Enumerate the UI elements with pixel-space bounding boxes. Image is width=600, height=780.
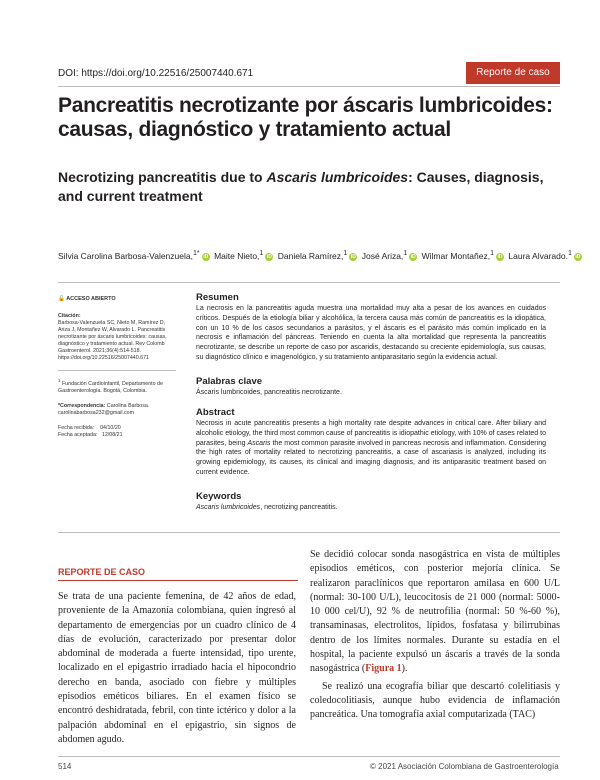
- abstract-divider: [58, 532, 560, 533]
- accepted-date: 12/08/21: [101, 431, 123, 438]
- body-paragraph: Se realizó una ecografía biliar que descartó colelitiasis y coledocolitiasis, aunque hubo evidencia de inflamación pancreática. Una tomografía axial computarizada (TAC): [310, 680, 560, 721]
- open-access-badge: 🔓 ACCESO ABIERTO: [58, 296, 116, 302]
- correspondence-label: *Correspondencia:: [58, 402, 106, 409]
- sidebar-divider: [58, 370, 176, 371]
- page-number: 514: [58, 762, 72, 771]
- citation-label: Citación:: [58, 313, 81, 319]
- copyright: © 2021 Asociación Colombiana de Gastroenterología: [370, 762, 559, 771]
- citation-text: Barbosa-Valenzuela SC, Nieto M, Ramírez D, Ariza J, Montañez W, Alvarado L. Pancreatitis necrotizante por áscaris lumbricoides: causas, diagnóstico y tratamiento actual. Rev Colomb Gastroenterol. 2021;36(4):514-518. https://doi.org/10.22516/25007440.671: [58, 320, 167, 361]
- doi-link[interactable]: DOI: https://doi.org/10.22516/25007440.671: [58, 68, 254, 79]
- authors-divider: [58, 282, 560, 283]
- received-date: 04/10/20: [100, 424, 121, 431]
- keywords-heading: Keywords: [196, 491, 242, 502]
- body-paragraph: Se decidió colocar sonda nasogástrica en vista de múltiples episodios eméticos, con posterior mejoría clínica. Se realizaron paraclínicos que reportaron amilasa en 600 U/L (normal: 30-100 U/L), leucocitosis de 21 000 (normal: 5000-10 000 cel/U), 92 % de neutrofilia (normal: 50 %-60 %), transaminasas, electrolitos, lípidos, fosfatasa y bilirrubinas dentro de los límites normales. Durante su estadía en el hospital, la paciente expulsó un áscaris a través de la sonda nasogástrica (Figura 1).: [310, 549, 560, 675]
- body-column-1: Se trata de una paciente femenina, de 42 años de edad, proveniente de la Amazonía colombiana, quien ingresó al departamento de emergencias por un cuadro clínico de 4 días de evolución, caracterizado por presentar dolor abdominal de moderada a fuerte intensidad, tipo urente, localizado en el epigastrio irradiado hacia el hipocondrio derecho en banda, asociado con fiebre y múltiples episodios eméticos biliares. En el examen físico se encontró deshidratada, febril, con tinte ictérico y dolor a la palpación abdominal en el epigastrio, sin signos de abdomen agudo.: [58, 591, 296, 745]
- author: José Ariza,$^1$: [361, 249, 408, 261]
- orcid-icon[interactable]: iD: [575, 253, 581, 260]
- section-tag: Reporte de caso: [466, 62, 560, 84]
- case-report-rule: [58, 580, 298, 581]
- title-english: [58, 168, 558, 206]
- title-spanish: Pancreatitis necrotizante por áscaris lumbricoides: causas, diagnóstico y tratamiento actual: [58, 94, 553, 141]
- author: Maite Nieto,$^1$: [214, 249, 264, 261]
- title-en-after: : Causes, diagnosis, and current treatment: [58, 169, 544, 204]
- orcid-icon[interactable]: iD: [410, 253, 416, 260]
- body-column-2: [310, 548, 560, 723]
- article-sidebar: [58, 296, 176, 447]
- author: Daniela Ramírez,$^1$: [277, 249, 348, 261]
- author: Wilmar Montañez,$^1$: [421, 249, 495, 261]
- header-divider: [58, 86, 560, 87]
- correspondence-text[interactable]: Carolina Barbosa. carolinabarbosa232@gmail.com: [58, 402, 150, 416]
- author: Laura Alvarado.$^1$: [508, 249, 572, 261]
- abstract-heading: Abstract: [196, 407, 235, 418]
- author: Silvia Carolina Barbosa-Valenzuela,$^{1*}$: [58, 249, 200, 261]
- citation-block: [58, 313, 176, 362]
- affiliation-text: Fundación Cardioinfantil, Departamento de Gastroenterología. Bogotá, Colombia.: [58, 380, 163, 394]
- palabras-clave-heading: Palabras clave: [196, 376, 263, 387]
- palabras-clave-text: Áscaris lumbricoides, pancreatitis necrotizante.: [196, 389, 342, 396]
- orcid-icon[interactable]: iD: [350, 253, 356, 260]
- orcid-icon[interactable]: iD: [203, 253, 209, 260]
- orcid-icon[interactable]: iD: [266, 253, 272, 260]
- case-report-heading: REPORTE DE CASO: [58, 567, 146, 577]
- resumen-heading: Resumen: [196, 292, 239, 303]
- footer-divider: [58, 756, 560, 757]
- orcid-icon[interactable]: iD: [497, 253, 503, 260]
- keywords-text: Ascaris lumbricoides, necrotizing pancreatitis.: [196, 504, 338, 511]
- open-lock-icon: 🔓: [58, 296, 65, 302]
- resumen-text: La necrosis en la pancreatitis aguda muestra una mortalidad muy alta a pesar de los avances en cuidados críticos. Después de la etiología biliar y alcohólica, la tercera causa más común de pancreatitis es la idiopática, con un 10 % de los casos secundarios a parásitos, y el áscaris es el parásito más común implicado en la necrosis e inflamación del páncreas. Teniendo en cuenta la alta mortalidad que representa la pancreatitis necrotizante, se describe un reporte de caso por ascaridis, destacando su creciente epidemiología, sus causas, su diagnóstico clínico e imagenológico, y su tratamiento antiparasitario según la evidencia actual.: [196, 305, 546, 361]
- figure-1-link[interactable]: Figura 1: [365, 663, 402, 675]
- title-en-before: Necrotizing pancreatitis due to: [58, 169, 267, 185]
- affiliation-block: $^1$ Fundación Cardioinfantil, Departamento de Gastroenterología. Bogotá, Colombia.: [58, 378, 163, 394]
- dates-block: Fecha recibida: 04/10/20 Fecha aceptada: 12/08/21: [58, 424, 123, 438]
- title-en-italic: Ascaris lumbricoides: [266, 169, 409, 185]
- author-list: [58, 247, 581, 262]
- correspondence-block: [58, 403, 176, 417]
- abstract-text: Necrosis in acute pancreatitis presents a high mortality rate despite advances in critical care. After biliary and alcoholic etiology, the third most common cause of pancreatitis is idiopathic etiology, with 10% of cases related to parasites, being Ascaris the most common parasite involved in pancreas necrosis and inflammation. Considering the high rates of mortality related to necrotizing pancreatitis, a case of ascariasis is analyzed, including its growing epidemiology, its causes, its clinical and imaging diagnosis, and its antiparasitic treatment based on current evidence.: [196, 420, 546, 476]
